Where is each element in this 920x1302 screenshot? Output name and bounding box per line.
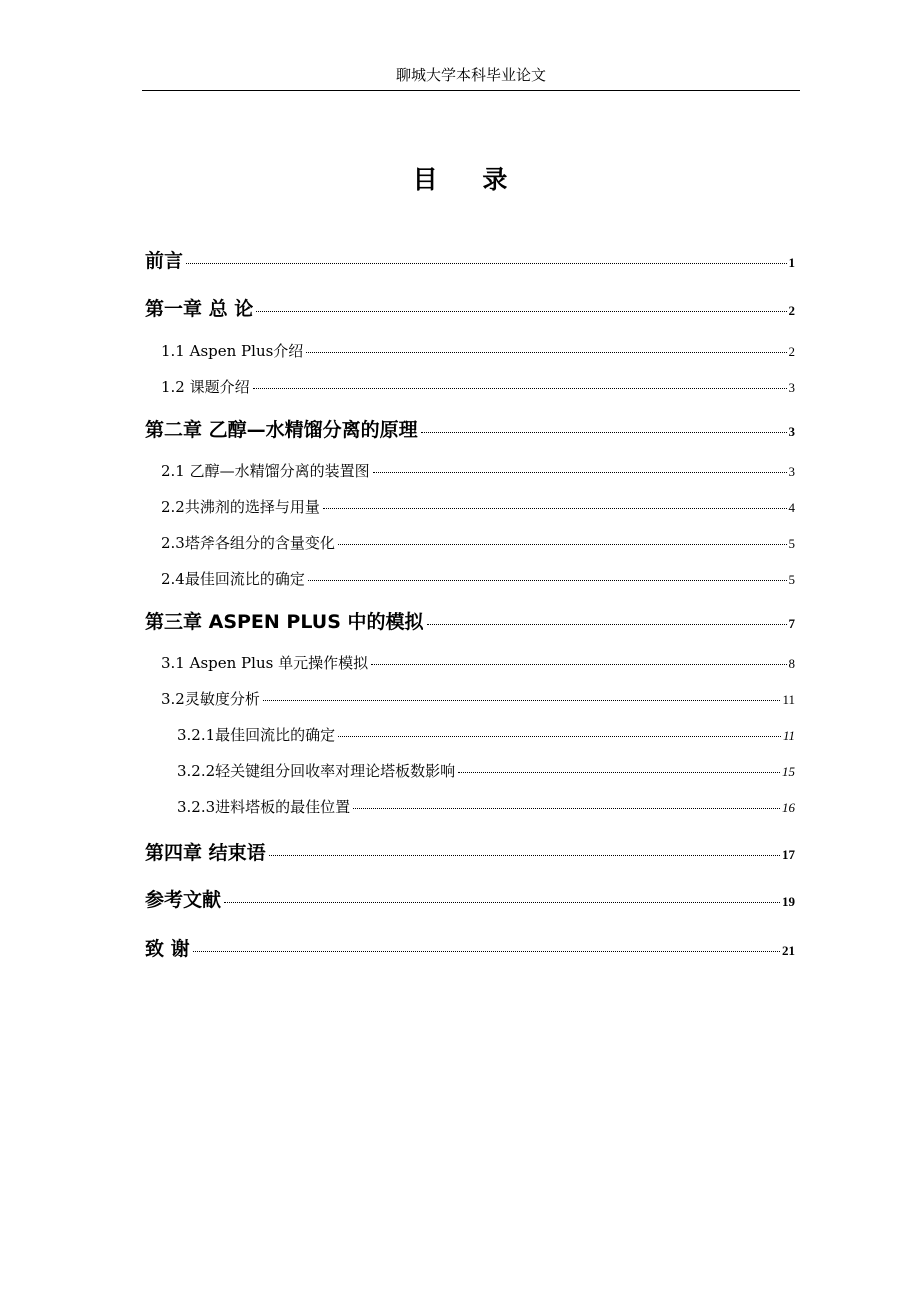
toc-entry-2-3[interactable] [161,532,795,553]
toc-page-number: 21 [782,943,795,958]
toc-entry-acknowledgements[interactable] [145,934,795,961]
toc-leader-dots [224,902,780,903]
toc-entry-label: 3.2.1最佳回流比的确定 [177,726,336,744]
toc-page-number: 3 [788,464,795,479]
toc-page-number: 17 [782,847,795,862]
header-text: 聊城大学本科毕业论文 [395,66,546,84]
toc-entry-preface[interactable] [145,246,795,273]
running-header [142,64,800,91]
toc-entry-2-2[interactable] [161,496,795,517]
toc-page-number: 19 [782,894,795,909]
toc-leader-dots [338,736,781,737]
toc-leader-dots [256,311,786,312]
toc-leader-dots [186,263,786,264]
toc-page-number: 11 [782,728,795,743]
toc-entry-label: 第一章 总 论 [145,298,254,320]
toc-page-number: 7 [788,616,795,631]
toc-page-number: 4 [788,500,795,515]
toc-entry-label: 3.2.2轻关键组分回收率对理论塔板数影响 [177,762,456,780]
toc-entry-label: 前言 [145,250,184,272]
toc-entry-3-2-3[interactable] [177,796,795,817]
toc-entry-label: 2.2共沸剂的选择与用量 [161,498,320,516]
toc-leader-dots [269,855,780,856]
toc-page-number: 15 [782,764,795,779]
toc-entry-label: 3.2.3进料塔板的最佳位置 [177,798,351,816]
toc-leader-dots [373,472,787,473]
toc-entry-label: 2.3塔斧各组分的含量变化 [161,534,335,552]
toc-entry-label: 2.4最佳回流比的确定 [161,570,305,588]
toc-entry-label: 致 谢 [145,938,190,960]
toc-page-number: 11 [782,692,795,707]
toc-page-number: 2 [788,303,795,318]
toc-entry-3-1[interactable] [161,652,795,673]
toc-entry-label: 1.1 Aspen Plus介绍 [161,342,304,360]
toc-entry-label: 第二章 乙醇—水精馏分离的原理 [145,419,418,441]
toc-page-number: 8 [788,656,795,671]
toc-leader-dots [371,664,786,665]
toc-entry-chapter-3[interactable] [145,607,795,634]
toc-entry-chapter-1[interactable] [145,294,795,321]
toc-entry-1-1[interactable] [161,340,795,361]
toc-entry-label: 2.1 乙醇—水精馏分离的装置图 [161,462,370,480]
toc-entry-3-2-1[interactable] [177,724,795,745]
toc-entry-3-2-2[interactable] [177,760,795,781]
toc-page-number: 3 [788,424,795,439]
toc-leader-dots [427,624,787,625]
toc-page-number: 16 [782,800,795,815]
toc-page-number: 5 [788,536,795,551]
toc-entry-label: 3.1 Aspen Plus 单元操作模拟 [161,654,369,672]
toc-entry-label: 1.2 课题介绍 [161,378,250,396]
toc-page-number: 2 [788,344,795,359]
toc-entry-3-2[interactable] [161,688,795,709]
toc-leader-dots [338,544,787,545]
page-title: 目 录 [412,165,526,194]
toc-entry-2-1[interactable] [161,460,795,481]
toc-entry-label: 第三章 ASPEN PLUS 中的模拟 [145,611,424,633]
toc-entry-references[interactable] [145,885,795,912]
toc-leader-dots [353,808,780,809]
toc-page-number: 3 [788,380,795,395]
toc-entry-chapter-4[interactable] [145,838,795,865]
toc-leader-dots [421,432,787,433]
toc-leader-dots [193,951,780,952]
toc-leader-dots [458,772,780,773]
toc-entry-2-4[interactable] [161,568,795,589]
toc-page-number: 5 [788,572,795,587]
toc-entry-label: 第四章 结束语 [145,842,266,864]
toc-leader-dots [306,352,786,353]
toc-leader-dots [253,388,787,389]
toc-entry-1-2[interactable] [161,376,795,397]
toc-entry-chapter-2[interactable] [145,415,795,442]
toc-entry-label: 参考文献 [145,889,222,911]
toc-leader-dots [263,700,781,701]
toc-leader-dots [308,580,787,581]
toc-leader-dots [323,508,787,509]
toc-entry-label: 3.2灵敏度分析 [161,690,260,708]
toc-page-number: 1 [788,255,795,270]
